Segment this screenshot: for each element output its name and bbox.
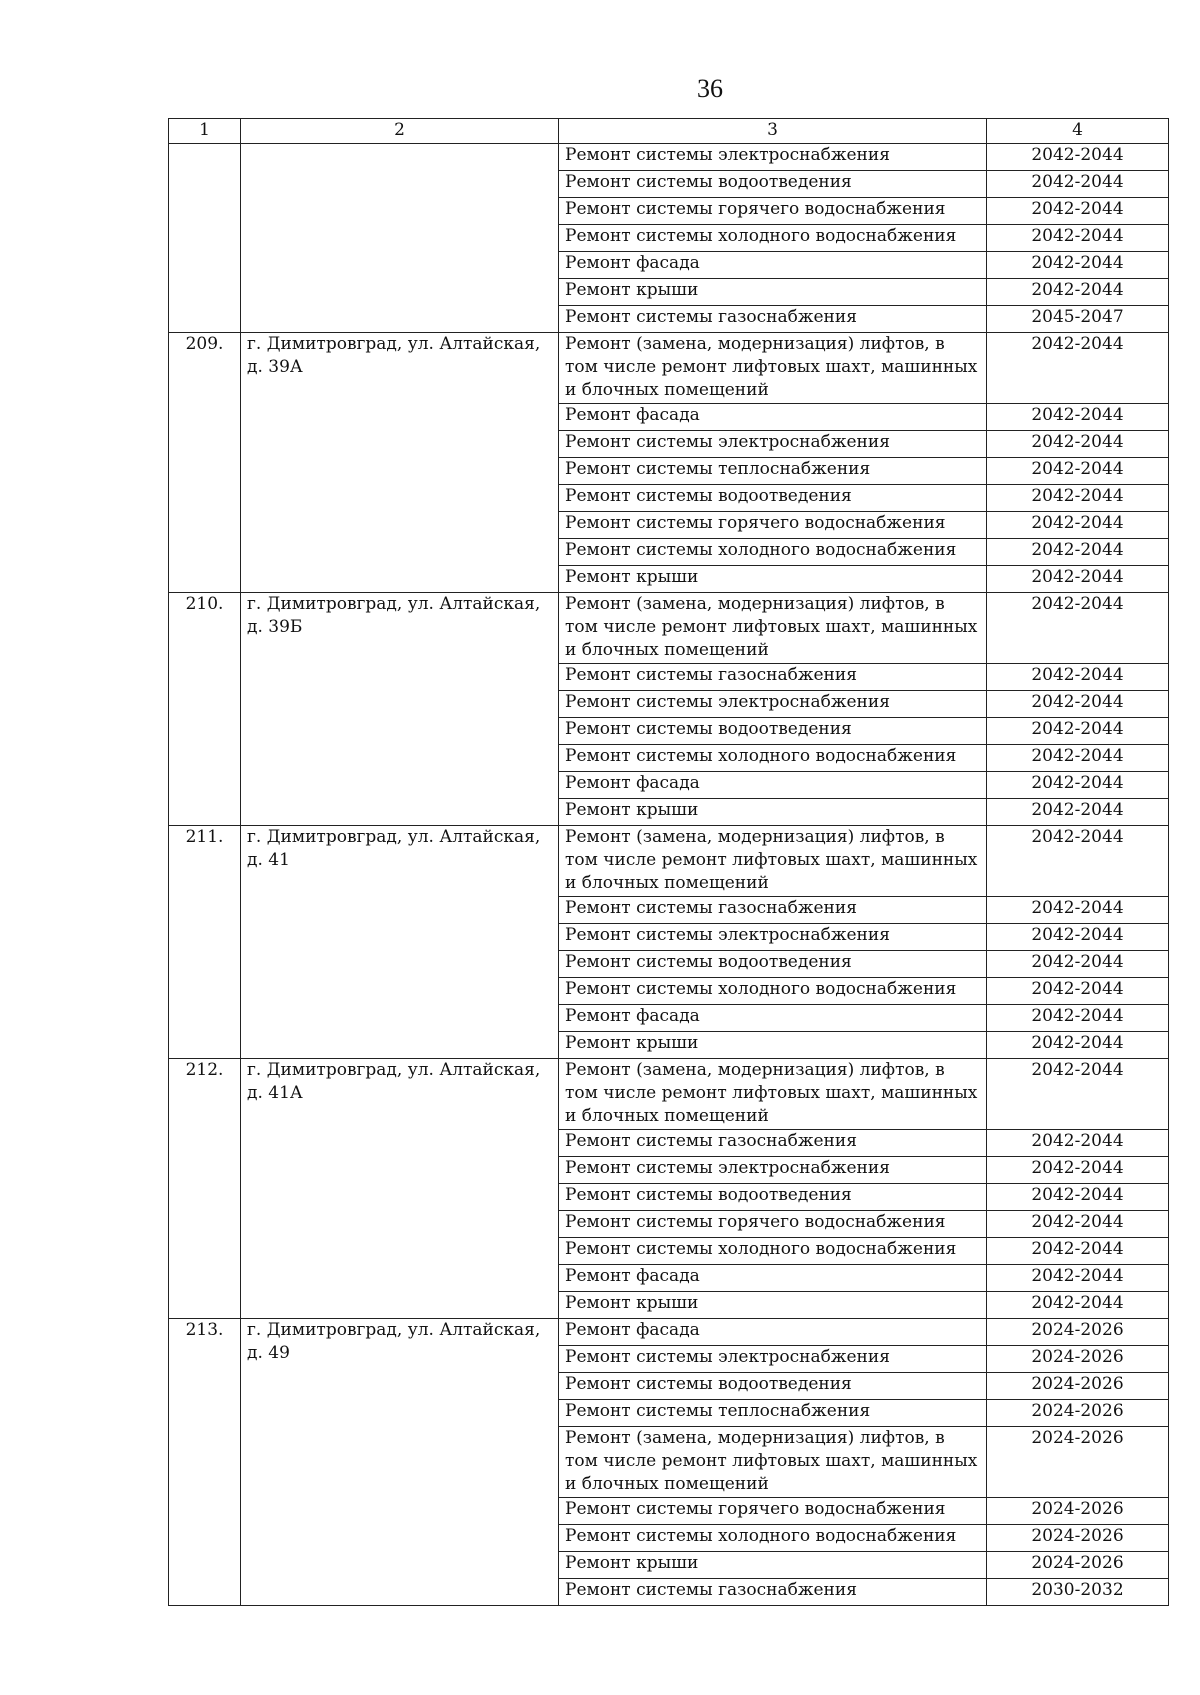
work-type: Ремонт (замена, модернизация) лифтов, в том числе ремонт лифтовых шахт, машинных и блочных помещений bbox=[559, 826, 987, 897]
work-type: Ремонт (замена, модернизация) лифтов, в том числе ремонт лифтовых шахт, машинных и блочных помещений bbox=[559, 333, 987, 404]
work-type: Ремонт системы холодного водоснабжения bbox=[559, 225, 987, 252]
table-row bbox=[169, 593, 1169, 664]
work-period: 2042-2044 bbox=[987, 171, 1169, 198]
work-type: Ремонт фасада bbox=[559, 252, 987, 279]
work-period: 2024-2026 bbox=[987, 1319, 1169, 1346]
work-period: 2042-2044 bbox=[987, 1005, 1169, 1032]
work-type: Ремонт системы водоотведения bbox=[559, 485, 987, 512]
building-address: г. Димитровград, ул. Алтайская, д. 49 bbox=[241, 1319, 559, 1606]
work-type: Ремонт системы электроснабжения bbox=[559, 924, 987, 951]
work-type: Ремонт крыши bbox=[559, 1552, 987, 1579]
work-period: 2042-2044 bbox=[987, 539, 1169, 566]
work-period: 2024-2026 bbox=[987, 1552, 1169, 1579]
work-type: Ремонт фасада bbox=[559, 1265, 987, 1292]
building-address: г. Димитровград, ул. Алтайская, д. 39А bbox=[241, 333, 559, 593]
work-type: Ремонт системы водоотведения bbox=[559, 171, 987, 198]
work-period: 2024-2026 bbox=[987, 1400, 1169, 1427]
work-period: 2042-2044 bbox=[987, 279, 1169, 306]
work-type: Ремонт системы газоснабжения bbox=[559, 1130, 987, 1157]
work-period: 2042-2044 bbox=[987, 1184, 1169, 1211]
header-col-4: 4 bbox=[987, 119, 1169, 144]
work-period: 2042-2044 bbox=[987, 198, 1169, 225]
table-row bbox=[169, 1059, 1169, 1130]
work-type: Ремонт крыши bbox=[559, 1032, 987, 1059]
building-address: г. Димитровград, ул. Алтайская, д. 39Б bbox=[241, 593, 559, 826]
work-type: Ремонт системы электроснабжения bbox=[559, 144, 987, 171]
work-period: 2042-2044 bbox=[987, 897, 1169, 924]
work-period: 2042-2044 bbox=[987, 718, 1169, 745]
building-address bbox=[241, 144, 559, 333]
work-period: 2042-2044 bbox=[987, 431, 1169, 458]
item-number: 210. bbox=[169, 593, 241, 826]
work-type: Ремонт (замена, модернизация) лифтов, в том числе ремонт лифтовых шахт, машинных и блочных помещений bbox=[559, 593, 987, 664]
work-period: 2042-2044 bbox=[987, 924, 1169, 951]
works-table bbox=[168, 118, 1169, 1606]
work-type: Ремонт системы водоотведения bbox=[559, 1184, 987, 1211]
work-type: Ремонт (замена, модернизация) лифтов, в том числе ремонт лифтовых шахт, машинных и блочных помещений bbox=[559, 1059, 987, 1130]
work-period: 2042-2044 bbox=[987, 566, 1169, 593]
work-period: 2042-2044 bbox=[987, 593, 1169, 664]
work-type: Ремонт системы теплоснабжения bbox=[559, 458, 987, 485]
building-address: г. Димитровград, ул. Алтайская, д. 41А bbox=[241, 1059, 559, 1319]
work-type: Ремонт крыши bbox=[559, 279, 987, 306]
work-period: 2042-2044 bbox=[987, 1130, 1169, 1157]
work-period: 2024-2026 bbox=[987, 1373, 1169, 1400]
work-period: 2042-2044 bbox=[987, 799, 1169, 826]
work-period: 2042-2044 bbox=[987, 1157, 1169, 1184]
work-type: Ремонт системы электроснабжения bbox=[559, 691, 987, 718]
work-period: 2042-2044 bbox=[987, 252, 1169, 279]
work-period: 2042-2044 bbox=[987, 1032, 1169, 1059]
building-address: г. Димитровград, ул. Алтайская, д. 41 bbox=[241, 826, 559, 1059]
work-period: 2042-2044 bbox=[987, 485, 1169, 512]
work-period: 2024-2026 bbox=[987, 1498, 1169, 1525]
header-col-3: 3 bbox=[559, 119, 987, 144]
item-number bbox=[169, 144, 241, 333]
work-period: 2042-2044 bbox=[987, 1265, 1169, 1292]
work-type: Ремонт фасада bbox=[559, 404, 987, 431]
work-period: 2042-2044 bbox=[987, 225, 1169, 252]
item-number: 211. bbox=[169, 826, 241, 1059]
work-period: 2042-2044 bbox=[987, 826, 1169, 897]
work-type: Ремонт фасада bbox=[559, 772, 987, 799]
work-period: 2024-2026 bbox=[987, 1346, 1169, 1373]
work-type: Ремонт (замена, модернизация) лифтов, в том числе ремонт лифтовых шахт, машинных и блочных помещений bbox=[559, 1427, 987, 1498]
work-type: Ремонт системы холодного водоснабжения bbox=[559, 539, 987, 566]
work-period: 2042-2044 bbox=[987, 664, 1169, 691]
work-type: Ремонт системы водоотведения bbox=[559, 718, 987, 745]
header-col-1: 1 bbox=[169, 119, 241, 144]
work-period: 2042-2044 bbox=[987, 745, 1169, 772]
work-period: 2042-2044 bbox=[987, 404, 1169, 431]
table-row bbox=[169, 333, 1169, 404]
work-type: Ремонт системы газоснабжения bbox=[559, 306, 987, 333]
header-col-2: 2 bbox=[241, 119, 559, 144]
work-type: Ремонт системы газоснабжения bbox=[559, 1579, 987, 1606]
work-type: Ремонт системы горячего водоснабжения bbox=[559, 198, 987, 225]
table-row bbox=[169, 144, 1169, 171]
work-type: Ремонт фасада bbox=[559, 1005, 987, 1032]
work-period: 2042-2044 bbox=[987, 458, 1169, 485]
table-body bbox=[169, 144, 1169, 1606]
work-period: 2042-2044 bbox=[987, 333, 1169, 404]
item-number: 209. bbox=[169, 333, 241, 593]
work-period: 2042-2044 bbox=[987, 772, 1169, 799]
work-type: Ремонт системы газоснабжения bbox=[559, 897, 987, 924]
work-period: 2042-2044 bbox=[987, 1238, 1169, 1265]
work-type: Ремонт системы водоотведения bbox=[559, 1373, 987, 1400]
work-type: Ремонт системы газоснабжения bbox=[559, 664, 987, 691]
work-period: 2042-2044 bbox=[987, 1292, 1169, 1319]
item-number: 213. bbox=[169, 1319, 241, 1606]
work-period: 2045-2047 bbox=[987, 306, 1169, 333]
table-header bbox=[169, 119, 1169, 144]
work-period: 2024-2026 bbox=[987, 1427, 1169, 1498]
work-type: Ремонт системы электроснабжения bbox=[559, 1157, 987, 1184]
work-period: 2042-2044 bbox=[987, 951, 1169, 978]
work-type: Ремонт системы теплоснабжения bbox=[559, 1400, 987, 1427]
work-period: 2030-2032 bbox=[987, 1579, 1169, 1606]
work-period: 2042-2044 bbox=[987, 1059, 1169, 1130]
work-type: Ремонт системы горячего водоснабжения bbox=[559, 512, 987, 539]
work-type: Ремонт системы холодного водоснабжения bbox=[559, 1238, 987, 1265]
work-type: Ремонт системы холодного водоснабжения bbox=[559, 1525, 987, 1552]
work-type: Ремонт системы холодного водоснабжения bbox=[559, 978, 987, 1005]
table-row bbox=[169, 826, 1169, 897]
work-type: Ремонт системы холодного водоснабжения bbox=[559, 745, 987, 772]
work-type: Ремонт фасада bbox=[559, 1319, 987, 1346]
table-row bbox=[169, 1319, 1169, 1346]
work-type: Ремонт крыши bbox=[559, 566, 987, 593]
work-type: Ремонт крыши bbox=[559, 1292, 987, 1319]
work-period: 2042-2044 bbox=[987, 691, 1169, 718]
work-type: Ремонт системы горячего водоснабжения bbox=[559, 1211, 987, 1238]
work-type: Ремонт системы электроснабжения bbox=[559, 431, 987, 458]
work-period: 2042-2044 bbox=[987, 978, 1169, 1005]
item-number: 212. bbox=[169, 1059, 241, 1319]
work-type: Ремонт системы горячего водоснабжения bbox=[559, 1498, 987, 1525]
work-period: 2042-2044 bbox=[987, 144, 1169, 171]
work-type: Ремонт системы водоотведения bbox=[559, 951, 987, 978]
page-number: 36 bbox=[697, 74, 723, 103]
work-period: 2042-2044 bbox=[987, 1211, 1169, 1238]
work-period: 2042-2044 bbox=[987, 512, 1169, 539]
work-period: 2024-2026 bbox=[987, 1525, 1169, 1552]
work-type: Ремонт системы электроснабжения bbox=[559, 1346, 987, 1373]
work-type: Ремонт крыши bbox=[559, 799, 987, 826]
